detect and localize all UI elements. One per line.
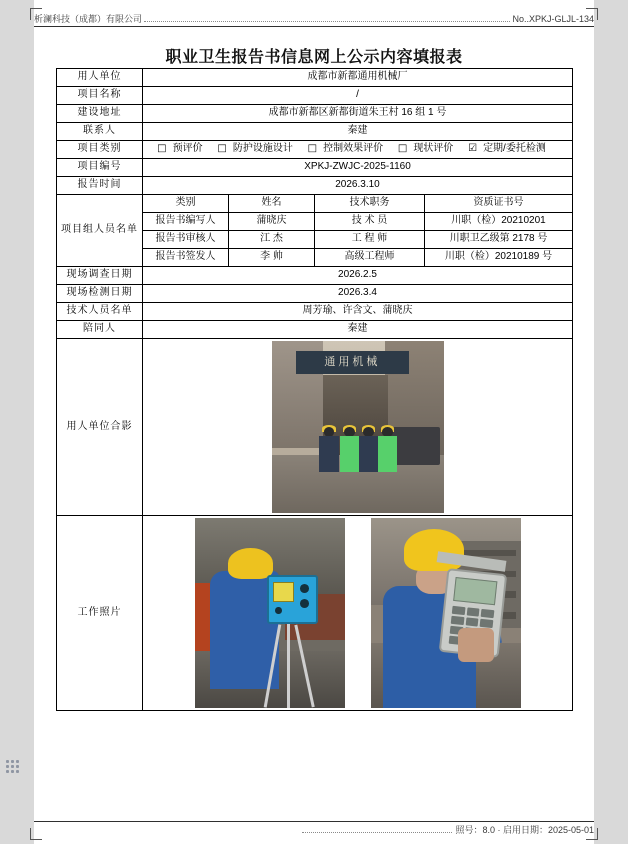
page-title: 职业卫生报告书信息网上公示内容填报表 — [165, 49, 463, 66]
category-option[interactable] — [308, 143, 389, 154]
keypad-key — [479, 619, 493, 628]
instrument-knob — [275, 607, 282, 614]
table-row — [57, 105, 573, 123]
staff-cert: 川职（检）20210201 — [425, 213, 573, 231]
row-label: 现场调查日期 — [57, 267, 143, 285]
row-label: 陪同人 — [57, 321, 143, 339]
row-value: XPKJ-ZWJC-2025-1160 — [143, 159, 573, 177]
grid-dot — [6, 760, 9, 763]
helmet-icon — [228, 548, 273, 578]
page-margin-left — [0, 0, 34, 844]
category-option-label: 现状评价 — [413, 143, 454, 155]
row-value: 2026.3.10 — [143, 177, 573, 195]
instrument-display — [452, 578, 497, 606]
work-photo-1 — [195, 518, 345, 708]
staff-name: 蒲晓庆 — [229, 213, 315, 231]
person-body — [378, 436, 398, 472]
photo-row-label: 工作照片 — [57, 516, 143, 711]
keypad-key — [466, 608, 480, 617]
staff-col-header: 类别 — [143, 195, 229, 213]
grid-dot — [11, 760, 14, 763]
header-dot-leader — [144, 21, 510, 22]
work-photo-cell — [143, 516, 573, 711]
instrument-knob — [300, 599, 309, 608]
table-row — [57, 303, 573, 321]
checkbox-checked-icon[interactable]: ☑ — [468, 143, 478, 155]
row-value: 成都市新都区新都街道朱王村 16 组 1 号 — [143, 105, 573, 123]
table-row — [57, 69, 573, 87]
row-value: 2026.3.4 — [143, 285, 573, 303]
photo-row-label: 用人单位合影 — [57, 339, 143, 516]
tripod-leg — [294, 625, 314, 707]
category-option-label: 防护设施设计 — [232, 143, 293, 155]
category-checkbox-group — [143, 141, 573, 159]
group-photo — [272, 341, 444, 513]
row-value: 成都市新都通用机械厂 — [143, 69, 573, 87]
row-value: 周芳瑜、许含文、蒲晓庆 — [143, 303, 573, 321]
row-label: 项目编号 — [57, 159, 143, 177]
table-row — [57, 177, 573, 195]
staff-role: 报告书审核人 — [143, 231, 229, 249]
category-option[interactable] — [157, 143, 208, 154]
table-row-category — [57, 141, 573, 159]
table-row — [57, 159, 573, 177]
person-body — [319, 436, 339, 472]
row-value: / — [143, 87, 573, 105]
table-row — [57, 321, 573, 339]
header-rule — [34, 26, 594, 27]
report-table — [56, 68, 573, 711]
photo-worker-hand — [458, 628, 494, 662]
grid-dot — [16, 760, 19, 763]
row-label: 联系人 — [57, 123, 143, 141]
document-footer — [34, 823, 594, 836]
page-margin-right — [594, 0, 628, 844]
table-row — [57, 87, 573, 105]
photo-person — [376, 427, 398, 472]
row-label: 项目名称 — [57, 87, 143, 105]
category-option-label: 定期/委托检测 — [483, 143, 546, 155]
grid-dot — [16, 765, 19, 768]
group-photo-cell — [143, 339, 573, 516]
group-photo-wrap — [146, 341, 569, 513]
category-option-selected[interactable] — [468, 143, 552, 154]
grid-dot — [6, 765, 9, 768]
work-photo-wrap — [146, 518, 569, 708]
category-option[interactable] — [398, 143, 459, 154]
tripod-leg — [287, 624, 290, 708]
staff-name: 江 杰 — [229, 231, 315, 249]
keypad-key — [481, 609, 495, 618]
row-value: 秦建 — [143, 321, 573, 339]
photo-tripod — [261, 624, 321, 708]
checkbox-icon[interactable]: □ — [217, 143, 227, 155]
row-value: 秦建 — [143, 123, 573, 141]
checkbox-icon[interactable]: □ — [307, 143, 318, 155]
staff-header-row — [57, 195, 573, 213]
photo-person — [318, 427, 340, 472]
row-label: 用人单位 — [57, 69, 143, 87]
work-photo-2 — [371, 518, 521, 708]
keypad-key — [451, 606, 465, 615]
table-row — [57, 285, 573, 303]
staff-name: 李 帅 — [229, 249, 315, 267]
staff-tech: 工 程 师 — [315, 231, 425, 249]
keypad-key — [450, 616, 464, 625]
category-option[interactable] — [217, 143, 298, 154]
staff-tech: 技 术 员 — [315, 213, 425, 231]
row-value: 2026.2.5 — [143, 267, 573, 285]
staff-col-header: 资质证书号 — [425, 195, 573, 213]
table-row — [57, 267, 573, 285]
row-label: 项目类别 — [57, 141, 143, 159]
checkbox-icon[interactable]: □ — [157, 143, 167, 155]
tripod-leg — [264, 625, 281, 708]
staff-role: 报告书编写人 — [143, 213, 229, 231]
footer-rule — [34, 821, 594, 822]
row-label: 现场检测日期 — [57, 285, 143, 303]
row-label: 技术人员名单 — [57, 303, 143, 321]
photo-instrument-blue — [267, 575, 318, 624]
category-option-label: 预评价 — [172, 143, 203, 155]
instrument-knob — [300, 584, 309, 593]
category-options — [157, 143, 558, 156]
grid-dot — [11, 765, 14, 768]
keypad-key — [465, 618, 479, 627]
row-label: 报告时间 — [57, 177, 143, 195]
grid-dot — [16, 770, 19, 773]
document-header — [34, 12, 594, 25]
grid-dot — [6, 770, 9, 773]
staff-section-label: 项目组人员名单 — [57, 195, 143, 267]
staff-role: 报告书签发人 — [143, 249, 229, 267]
staff-col-header: 技术职务 — [315, 195, 425, 213]
staff-cert: 川职（检）20210189 号 — [425, 249, 573, 267]
photo-row-work — [57, 516, 573, 711]
photo-row-group — [57, 339, 573, 516]
header-company: 析澜科技（成都）有限公司 — [34, 14, 143, 24]
row-label: 建设地址 — [57, 105, 143, 123]
staff-col-header: 姓名 — [229, 195, 315, 213]
staff-tech: 高级工程师 — [315, 249, 425, 267]
instrument-display — [273, 582, 294, 602]
header-doc-number: No..XPKJ-GLJL-134 — [512, 14, 594, 24]
photo-banner-text: 通用机械 — [296, 351, 410, 373]
grid-icon[interactable] — [6, 760, 20, 774]
table-row — [57, 123, 573, 141]
grid-dot — [11, 770, 14, 773]
staff-cert: 川职卫乙级第 2178 号 — [425, 231, 573, 249]
checkbox-icon[interactable]: □ — [397, 143, 408, 155]
footer-text: 照号：8.0 · 启用日期：2025-05-01 — [455, 825, 594, 835]
footer-dot-leader — [302, 832, 452, 833]
category-option-label: 控制效果评价 — [323, 143, 384, 155]
